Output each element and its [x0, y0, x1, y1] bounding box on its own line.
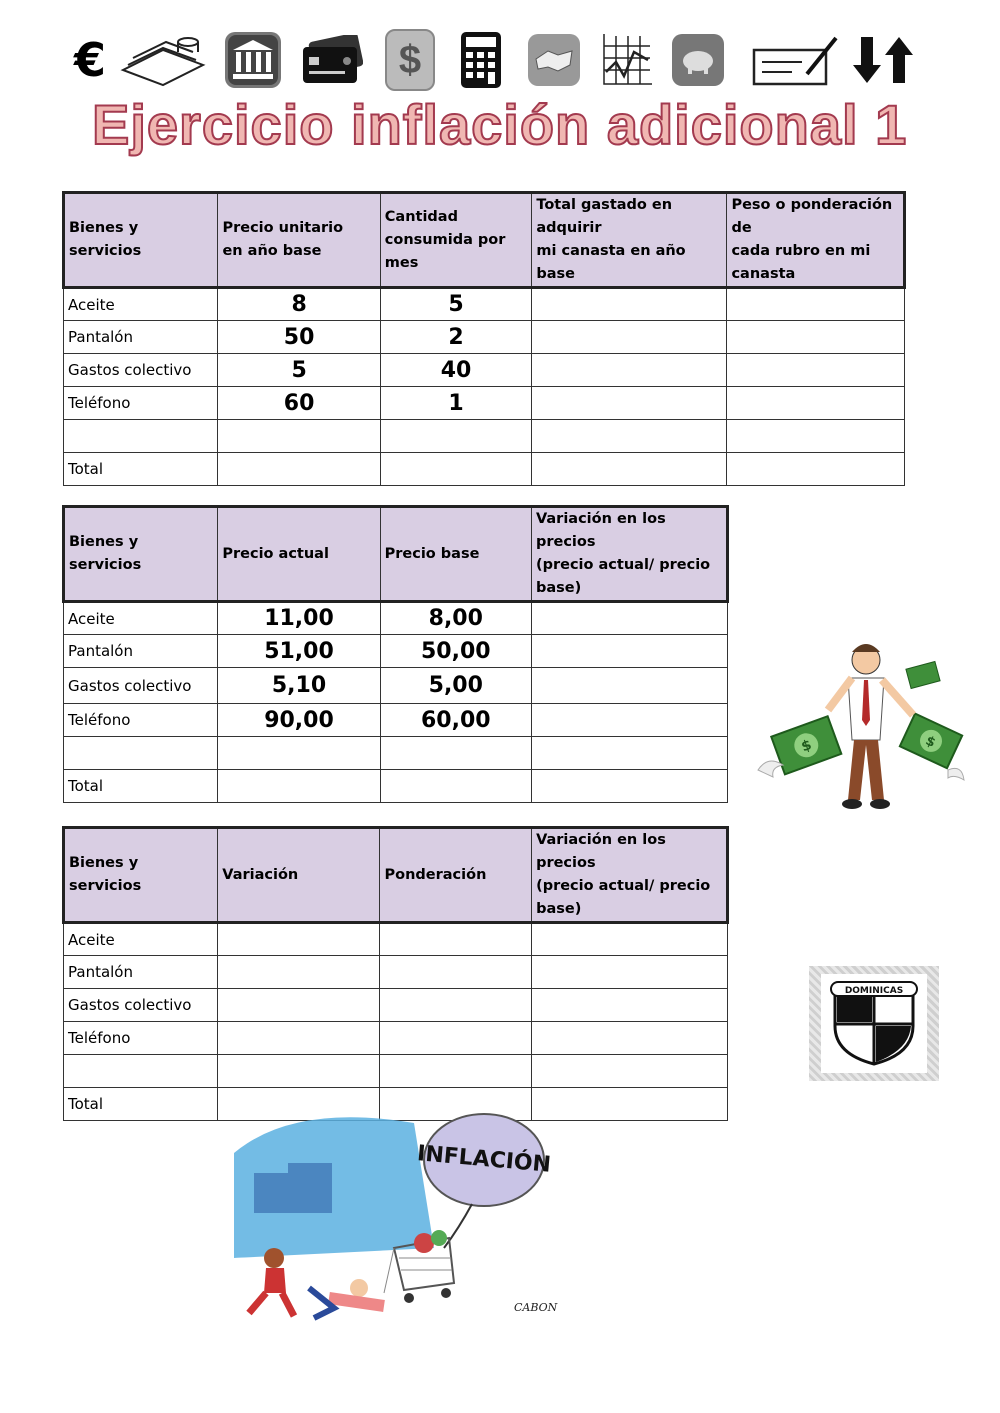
column-header-2: Precio actual — [218, 507, 380, 602]
answer-cell[interactable] — [218, 923, 380, 956]
table-price-variation — [62, 505, 729, 803]
value-cell: 1 — [380, 387, 532, 420]
table-row — [64, 668, 728, 704]
row-label: Teléfono — [64, 704, 218, 737]
answer-cell[interactable] — [727, 420, 905, 453]
value-cell: 90,00 — [218, 704, 380, 737]
row-label: Aceite — [64, 288, 218, 321]
up-down-arrows-icon — [852, 30, 914, 90]
column-header-1: Bienes y servicios — [64, 193, 218, 288]
header-row — [64, 828, 728, 923]
value-cell — [218, 420, 380, 453]
value-cell: 60 — [218, 387, 380, 420]
dollar-icon: $ — [385, 30, 435, 90]
money-pile-icon — [118, 30, 208, 90]
value-cell: 40 — [380, 354, 532, 387]
value-cell: 5,00 — [380, 668, 531, 704]
answer-cell[interactable] — [532, 989, 728, 1022]
answer-cell[interactable] — [532, 1022, 728, 1055]
piggy-bank-icon — [670, 30, 726, 90]
column-header-1: Bienes y servicios — [64, 828, 218, 923]
page-title: Ejercicio inflación adicional 1 — [92, 93, 908, 156]
answer-cell[interactable] — [380, 1055, 532, 1088]
svg-text:$: $ — [923, 733, 938, 751]
row-label: Pantalón — [64, 956, 218, 989]
answer-cell[interactable] — [531, 737, 727, 770]
dominicas-logo — [809, 966, 939, 1081]
row-label: Aceite — [64, 602, 218, 635]
table-row — [64, 453, 905, 486]
answer-cell[interactable] — [532, 420, 727, 453]
table-row — [64, 321, 905, 354]
value-cell: 11,00 — [218, 602, 380, 635]
row-label: Gastos colectivo — [64, 354, 218, 387]
answer-cell[interactable] — [727, 321, 905, 354]
value-cell: 8,00 — [380, 602, 531, 635]
value-cell — [218, 453, 380, 486]
value-cell: 5,10 — [218, 668, 380, 704]
row-label — [64, 1055, 218, 1088]
value-cell: 5 — [380, 288, 532, 321]
table-row — [64, 956, 728, 989]
row-label: Total — [64, 770, 218, 803]
value-cell — [380, 770, 531, 803]
value-cell: 51,00 — [218, 635, 380, 668]
column-header-3: Cantidad consumida por mes — [380, 193, 532, 288]
table-base-prices — [62, 191, 906, 486]
row-label: Pantalón — [64, 321, 218, 354]
answer-cell[interactable] — [531, 602, 727, 635]
table-row — [64, 770, 728, 803]
table-row — [64, 1022, 728, 1055]
row-label: Total — [64, 453, 218, 486]
row-label: Gastos colectivo — [64, 668, 218, 704]
row-label: Gastos colectivo — [64, 989, 218, 1022]
handshake-icon — [526, 30, 582, 90]
chart-icon — [598, 30, 654, 90]
row-label — [64, 737, 218, 770]
row-label: Pantalón — [64, 635, 218, 668]
value-cell — [218, 737, 380, 770]
answer-cell[interactable] — [218, 1055, 380, 1088]
value-cell: 8 — [218, 288, 380, 321]
answer-cell[interactable] — [531, 704, 727, 737]
answer-cell[interactable] — [532, 956, 728, 989]
column-header-3: Ponderación — [380, 828, 532, 923]
table-row — [64, 387, 905, 420]
table-row — [64, 737, 728, 770]
balloon-text: INFLACIÓN — [416, 1141, 552, 1178]
answer-cell[interactable] — [531, 668, 727, 704]
table-row — [64, 354, 905, 387]
table-row — [64, 1055, 728, 1088]
answer-cell[interactable] — [380, 923, 532, 956]
svg-text:$: $ — [799, 737, 814, 756]
answer-cell[interactable] — [532, 354, 727, 387]
calculator-icon — [458, 30, 504, 90]
flying-money-illustration — [748, 630, 968, 820]
row-label: Teléfono — [64, 1022, 218, 1055]
answer-cell[interactable] — [531, 635, 727, 668]
value-cell — [218, 770, 380, 803]
logo-text: DOMINICAS — [844, 986, 904, 996]
check-signing-icon — [752, 30, 840, 90]
bank-icon — [222, 30, 284, 90]
row-label: Aceite — [64, 923, 218, 956]
row-label: Teléfono — [64, 387, 218, 420]
row-label — [64, 420, 218, 453]
table-row — [64, 602, 728, 635]
answer-cell[interactable] — [380, 1022, 532, 1055]
inflation-balloon-cartoon — [234, 1108, 564, 1333]
answer-cell[interactable] — [532, 1055, 728, 1088]
column-header-3: Precio base — [380, 507, 531, 602]
answer-cell[interactable] — [532, 321, 727, 354]
credit-card-icon — [300, 30, 364, 90]
answer-cell[interactable] — [532, 288, 727, 321]
answer-cell[interactable] — [532, 923, 728, 956]
answer-cell[interactable] — [218, 989, 380, 1022]
value-cell: 5 — [218, 354, 380, 387]
value-cell — [380, 420, 532, 453]
answer-cell[interactable] — [218, 1022, 380, 1055]
table-weighted-variation — [62, 826, 729, 1121]
table-row — [64, 288, 905, 321]
column-header-4: Variación en los precios (precio actual/ precio base) — [532, 828, 728, 923]
header-row — [64, 507, 728, 602]
answer-cell[interactable] — [218, 956, 380, 989]
value-cell: 50 — [218, 321, 380, 354]
column-header-4: Variación en los precios (precio actual/ precio base) — [531, 507, 727, 602]
table-row — [64, 989, 728, 1022]
value-cell — [380, 737, 531, 770]
table-row — [64, 420, 905, 453]
column-header-2: Variación — [218, 828, 380, 923]
value-cell — [380, 453, 532, 486]
answer-cell[interactable] — [380, 956, 532, 989]
header-row — [64, 193, 905, 288]
answer-cell[interactable] — [727, 354, 905, 387]
cartoon-signature: CABON — [514, 1301, 558, 1314]
value-cell: 60,00 — [380, 704, 531, 737]
answer-cell[interactable] — [380, 989, 532, 1022]
answer-cell[interactable] — [727, 387, 905, 420]
value-cell: 50,00 — [380, 635, 531, 668]
value-cell: 2 — [380, 321, 532, 354]
answer-cell[interactable] — [532, 387, 727, 420]
answer-cell[interactable] — [727, 288, 905, 321]
euro-icon: € — [73, 33, 106, 87]
column-header-2: Precio unitario en año base — [218, 193, 380, 288]
row-label: Total — [64, 1088, 218, 1121]
answer-cell[interactable] — [531, 770, 727, 803]
column-header-1: Bienes y servicios — [64, 507, 218, 602]
answer-cell[interactable] — [727, 453, 905, 486]
table-row — [64, 704, 728, 737]
table-row — [64, 923, 728, 956]
column-header-5: Peso o ponderación de cada rubro en mi canasta — [727, 193, 905, 288]
table-row — [64, 635, 728, 668]
column-header-4: Total gastado en adquirir mi canasta en año base — [532, 193, 727, 288]
answer-cell[interactable] — [532, 453, 727, 486]
